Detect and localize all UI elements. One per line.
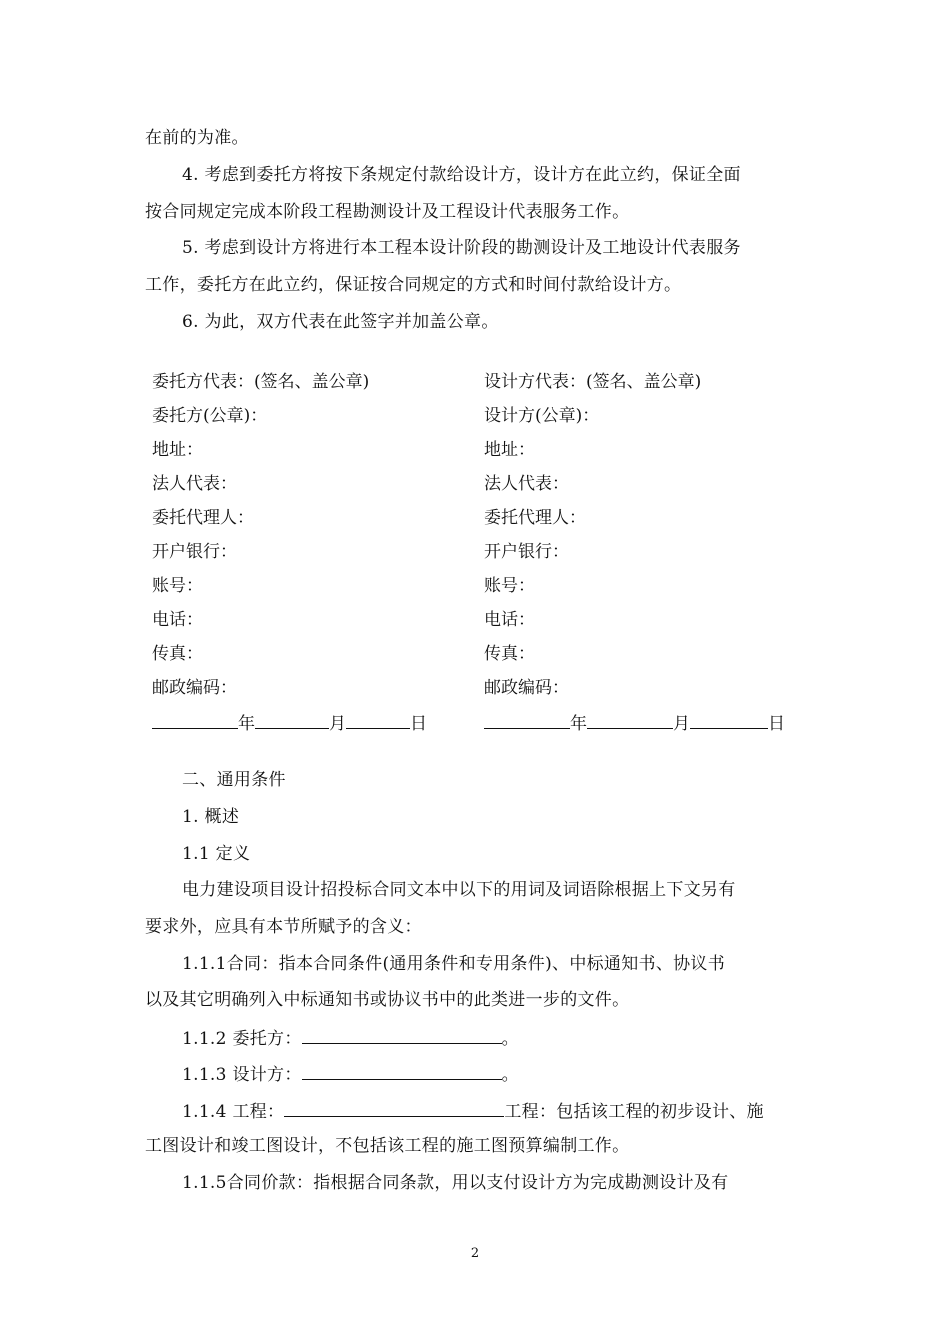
date-month-blank[interactable] bbox=[255, 710, 329, 729]
paragraph-line: 在前的为准。 bbox=[145, 128, 249, 148]
date-day-label: 日 bbox=[410, 714, 427, 734]
sig-right-postcode: 邮政编码： bbox=[484, 678, 569, 698]
sig-left-postcode: 邮政编码： bbox=[152, 678, 237, 698]
sig-left-seal: 委托方(公章)： bbox=[152, 406, 268, 426]
definition-label: 1.1.3 设计方： bbox=[182, 1065, 302, 1085]
date-day-blank[interactable] bbox=[346, 710, 410, 729]
sig-left-representative: 委托方代表：(签名、盖公章) bbox=[152, 372, 370, 392]
definition-label: 1.1.4 工程： bbox=[182, 1102, 285, 1122]
date-year-label: 年 bbox=[238, 714, 255, 734]
definition-text: 工程：包括该工程的初步设计、施 bbox=[504, 1102, 764, 1122]
paragraph-line: 以及其它明确列入中标通知书或协议书中的此类进一步的文件。 bbox=[145, 990, 630, 1010]
sig-right-account: 账号： bbox=[484, 576, 535, 596]
sig-left-legal-rep: 法人代表： bbox=[152, 474, 237, 494]
definition-designer bbox=[182, 1061, 519, 1087]
sig-right-bank: 开户银行： bbox=[484, 542, 569, 562]
definition-label: 1.1.2 委托方： bbox=[182, 1029, 302, 1049]
sig-right-date bbox=[484, 710, 785, 736]
date-month-blank[interactable] bbox=[587, 710, 673, 729]
sig-left-date bbox=[152, 710, 427, 736]
date-year-blank[interactable] bbox=[484, 710, 570, 729]
sig-left-agent: 委托代理人： bbox=[152, 508, 254, 528]
subsection-heading: 1.1 定义 bbox=[182, 844, 251, 864]
date-month-label: 月 bbox=[329, 714, 346, 734]
sig-right-legal-rep: 法人代表： bbox=[484, 474, 569, 494]
period: 。 bbox=[501, 1065, 519, 1085]
date-day-blank[interactable] bbox=[690, 710, 768, 729]
date-month-label: 月 bbox=[673, 714, 690, 734]
paragraph-line: 工作，委托方在此立约，保证按合同规定的方式和时间付款给设计方。 bbox=[145, 275, 682, 295]
paragraph-line: 4. 考虑到委托方将按下条规定付款给设计方，设计方在此立约，保证全面 bbox=[182, 165, 741, 185]
paragraph-line: 要求外，应具有本节所赋予的含义： bbox=[145, 917, 422, 937]
project-name-blank[interactable] bbox=[284, 1098, 504, 1117]
sig-left-account: 账号： bbox=[152, 576, 203, 596]
paragraph-line: 6. 为此，双方代表在此签字并加盖公章。 bbox=[182, 312, 499, 332]
sig-right-representative: 设计方代表：(签名、盖公章) bbox=[484, 372, 702, 392]
definition-client bbox=[182, 1025, 519, 1051]
sig-left-phone: 电话： bbox=[152, 610, 203, 630]
sig-right-address: 地址： bbox=[484, 440, 535, 460]
sig-right-phone: 电话： bbox=[484, 610, 535, 630]
sig-right-fax: 传真： bbox=[484, 644, 535, 664]
subsection-heading: 1. 概述 bbox=[182, 807, 240, 827]
section-heading: 二、通用条件 bbox=[182, 770, 286, 790]
paragraph-line: 5. 考虑到设计方将进行本工程本设计阶段的勘测设计及工地设计代表服务 bbox=[182, 238, 741, 258]
sig-left-bank: 开户银行： bbox=[152, 542, 237, 562]
paragraph-line: 1.1.1合同：指本合同条件(通用条件和专用条件)、中标通知书、协议书 bbox=[182, 954, 726, 974]
period: 。 bbox=[501, 1029, 519, 1049]
sig-right-seal: 设计方(公章)： bbox=[484, 406, 600, 426]
client-name-blank[interactable] bbox=[302, 1025, 502, 1044]
paragraph-line: 电力建设项目设计招投标合同文本中以下的用词及词语除根据上下文另有 bbox=[182, 880, 736, 900]
sig-right-agent: 委托代理人： bbox=[484, 508, 586, 528]
sig-left-address: 地址： bbox=[152, 440, 203, 460]
paragraph-line: 1.1.5合同价款：指根据合同条款，用以支付设计方为完成勘测设计及有 bbox=[182, 1173, 729, 1193]
date-year-blank[interactable] bbox=[152, 710, 238, 729]
paragraph-line: 按合同规定完成本阶段工程勘测设计及工程设计代表服务工作。 bbox=[145, 202, 630, 222]
sig-left-fax: 传真： bbox=[152, 644, 203, 664]
definition-project bbox=[182, 1098, 764, 1124]
designer-name-blank[interactable] bbox=[302, 1061, 502, 1080]
paragraph-line: 工图设计和竣工图设计，不包括该工程的施工图预算编制工作。 bbox=[145, 1136, 630, 1156]
date-day-label: 日 bbox=[768, 714, 785, 734]
page-number: 2 bbox=[470, 1246, 480, 1261]
date-year-label: 年 bbox=[570, 714, 587, 734]
